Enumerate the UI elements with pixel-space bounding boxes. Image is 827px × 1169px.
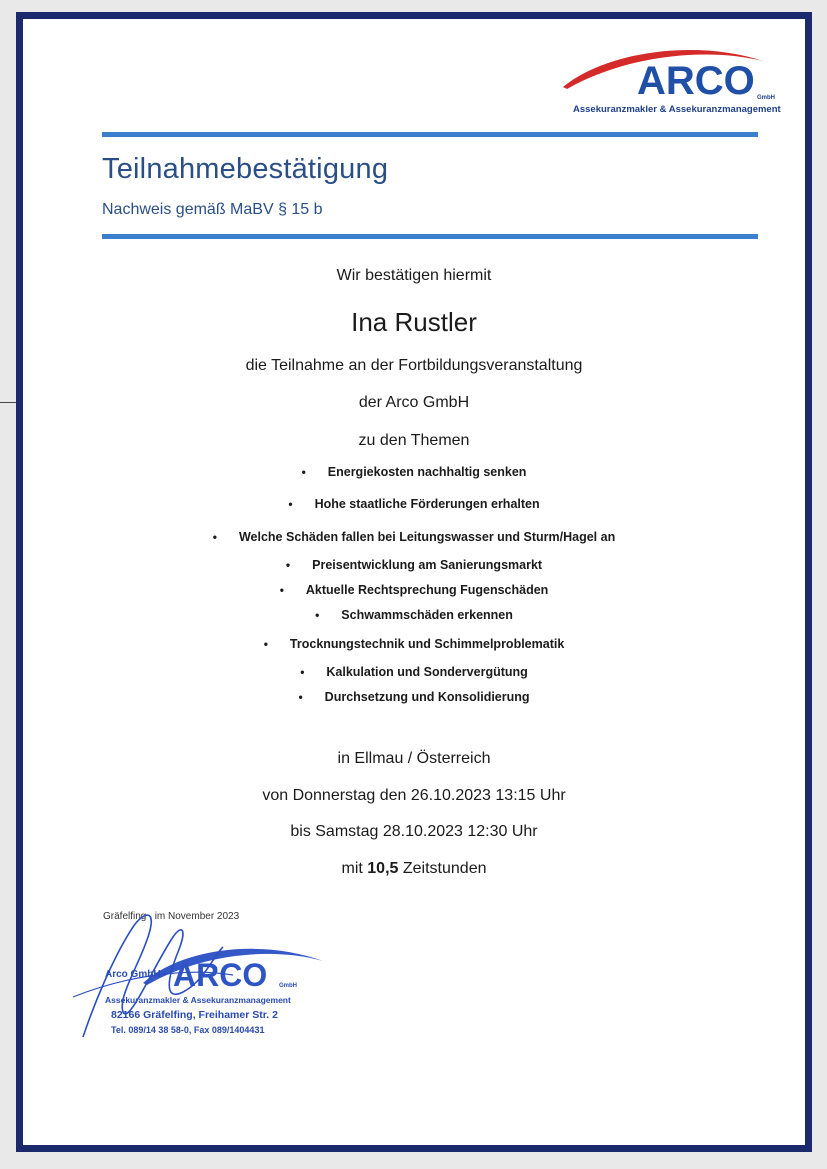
place-date: Gräfelfing , im November 2023 xyxy=(103,911,240,922)
hours-prefix: mit xyxy=(341,860,363,877)
intro-text: Wir bestätigen hiermit xyxy=(336,267,492,284)
topic-item: • Hohe staatliche Förderungen erhalten xyxy=(288,497,540,511)
bullet-dot-icon: • xyxy=(288,497,293,511)
handwritten-signature xyxy=(63,897,243,1047)
bullet-dot-icon: • xyxy=(298,690,303,704)
top-rule xyxy=(102,132,758,137)
topic-item: • Aktuelle Rechtsprechung Fugenschäden xyxy=(279,583,549,597)
bullet-dot-icon: • xyxy=(285,558,291,572)
bullet-dot-icon: • xyxy=(301,465,306,479)
certificate-page xyxy=(16,12,812,1152)
stamp-company: Arco GmbH xyxy=(105,969,161,980)
event-hours xyxy=(23,860,805,878)
topic-item: • Preisentwicklung am Sanierungsmarkt xyxy=(285,558,543,572)
stamp-tagline: Assekuranzmakler & Assekuranzmanagement xyxy=(105,995,291,1005)
participant-name: Ina Rustler xyxy=(351,307,477,337)
company-text: der Arco GmbH xyxy=(358,394,470,411)
bottom-rule xyxy=(102,234,758,239)
hours-value: 10,5 xyxy=(367,860,399,877)
logo-tagline: Assekuranzmakler & Assekuranzmanagement xyxy=(573,104,781,115)
bullet-dot-icon: • xyxy=(212,530,217,544)
logo-wordmark: ARCO xyxy=(637,59,755,103)
document-title: Teilnahmebestätigung xyxy=(102,153,389,185)
event-start: von Donnerstag den 26.10.2023 13:15 Uhr xyxy=(262,787,566,804)
bullet-dot-icon: • xyxy=(300,665,305,679)
topic-item: • Welche Schäden fallen bei Leitungswasser und Sturm/Hagel an xyxy=(212,530,616,544)
topic-item: • Durchsetzung und Konsolidierung xyxy=(298,690,530,704)
hours-suffix: Zeitstunden xyxy=(402,860,487,877)
topic-item: • Schwammschäden erkennen xyxy=(315,608,513,622)
topics-intro: zu den Themen xyxy=(358,432,470,449)
stamp-address: 82166 Gräfelfing, Freihamer Str. 2 xyxy=(111,1009,278,1021)
stamp-logo: ARCO xyxy=(173,957,268,993)
event-location: in Ellmau / Österreich xyxy=(337,750,491,767)
bullet-dot-icon: • xyxy=(315,608,320,622)
bullet-dot-icon: • xyxy=(263,637,268,651)
stamp-phone: Tel. 089/14 38 58-0, Fax 089/1404431 xyxy=(111,1025,265,1035)
topic-item: • Trocknungstechnik und Schimmelproblematik xyxy=(263,637,565,651)
topic-item: • Energiekosten nachhaltig senken xyxy=(301,465,527,479)
event-end: bis Samstag 28.10.2023 12:30 Uhr xyxy=(290,823,538,840)
arco-logo xyxy=(557,41,797,121)
stamp-gmbh: GmbH xyxy=(279,983,297,989)
participation-text: die Teilnahme an der Fortbildungsveranstaltung xyxy=(245,357,583,374)
topic-item: • Kalkulation und Sondervergütung xyxy=(300,665,528,679)
document-subtitle: Nachweis gemäß MaBV § 15 b xyxy=(102,201,323,218)
logo-gmbh: GmbH xyxy=(757,95,775,101)
scan-margin-mark xyxy=(0,402,16,403)
bullet-dot-icon: • xyxy=(279,583,284,597)
